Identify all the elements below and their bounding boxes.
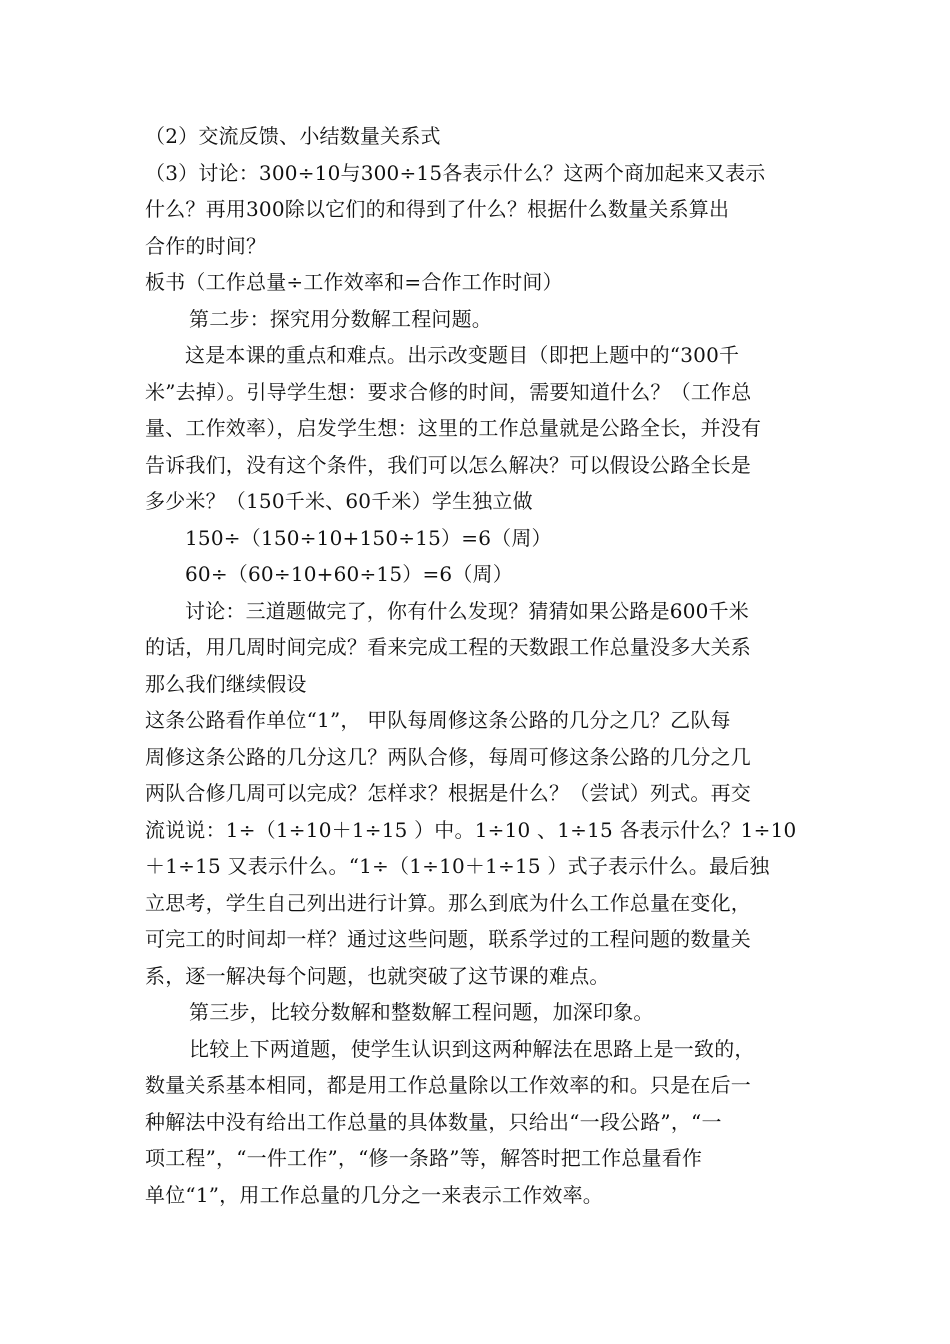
text-line: 60÷（60÷10+60÷15）=6（周） (185, 562, 513, 586)
text-line: 什么？再用300除以它们的和得到了什么？根据什么数量关系算出 (145, 197, 730, 221)
text-line: 那么我们继续假设 (145, 671, 307, 696)
text-line: 这是本课的重点和难点。出示改变题目（即把上题中的“300千 (185, 343, 740, 367)
text-line: 合作的时间？ (145, 233, 267, 258)
text-line: 流说说：1÷（1÷10＋1÷15 ）中。1÷10 、1÷15 各表示什么？1÷10 (145, 817, 797, 842)
paragraph (145, 1031, 817, 1214)
paragraph (145, 994, 817, 1031)
paragraph (145, 264, 817, 301)
text-line: 种解法中没有给出工作总量的具体数量，只给出“一段公路”，“一 (145, 1109, 722, 1134)
text-line: 第二步：探究用分数解工程问题。 (189, 306, 492, 331)
text-line: 米”去掉）。引导学生想：要求合修的时间，需要知道什么？（工作总 (145, 379, 752, 404)
paragraph (145, 702, 817, 994)
text-line: ＋1÷15 又表示什么。“1÷（1÷10＋1÷15 ）式子表示什么。最后独 (145, 854, 770, 878)
paragraph (145, 155, 817, 265)
paragraph (145, 118, 817, 155)
text-line: 板书（工作总量÷工作效率和=合作工作时间） (145, 270, 563, 294)
text-line: 告诉我们，没有这个条件，我们可以怎么解决？可以假设公路全长是 (145, 452, 751, 477)
text-line: 这条公路看作单位“1”， 甲队每周修这条公路的几分之几？乙队每 (145, 708, 731, 732)
text-line: 多少米？（150千米、60千米）学生独立做 (145, 489, 533, 513)
text-line: 系，逐一解决每个问题，也就突破了这节课的难点。 (145, 963, 610, 988)
text-line: 量、工作效率），启发学生想：这里的工作总量就是公路全长，并没有 (145, 416, 762, 440)
text-line: 可完工的时间却一样？通过这些问题，联系学过的工程问题的数量关 (145, 927, 751, 951)
text-line: 讨论：三道题做完了，你有什么发现？猜猜如果公路是600千米 (185, 598, 749, 623)
paragraph (145, 301, 817, 338)
text-line: 立思考，学生自己列出进行计算。那么到底为什么工作总量在变化， (145, 890, 751, 915)
text-line: 数量关系基本相同，都是用工作总量除以工作效率的和。只是在后一 (145, 1073, 751, 1097)
text-line: 两队合修几周可以完成？怎样求？根据是什么？（尝试）列式。再交 (145, 781, 751, 805)
paragraph (145, 556, 817, 593)
text-line: （3）讨论：300÷10与300÷15各表示什么？这两个商加起来又表示 (145, 160, 766, 185)
paragraph (145, 337, 817, 520)
text-line: 比较上下两道题，使学生认识到这两种解法在思路上是一致的， (189, 1036, 755, 1061)
text-line: 周修这条公路的几分这几？两队合修，每周可修这条公路的几分之几 (145, 744, 751, 769)
paragraph (145, 520, 817, 557)
text-line: 的话，用几周时间完成？看来完成工程的天数跟工作总量没多大关系 (145, 635, 751, 659)
paragraph (145, 593, 817, 703)
text-line: 150÷（150÷10+150÷15）=6（周） (185, 525, 552, 550)
document-body (145, 118, 817, 1213)
text-line: 第三步，比较分数解和整数解工程问题，加深印象。 (189, 1000, 654, 1024)
text-line: 单位“1”，用工作总量的几分之一来表示工作效率。 (145, 1182, 603, 1207)
text-line: 项工程”，“一件工作”，“修一条路”等，解答时把工作总量看作 (145, 1146, 703, 1170)
text-line: （2）交流反馈、小结数量关系式 (145, 124, 441, 148)
